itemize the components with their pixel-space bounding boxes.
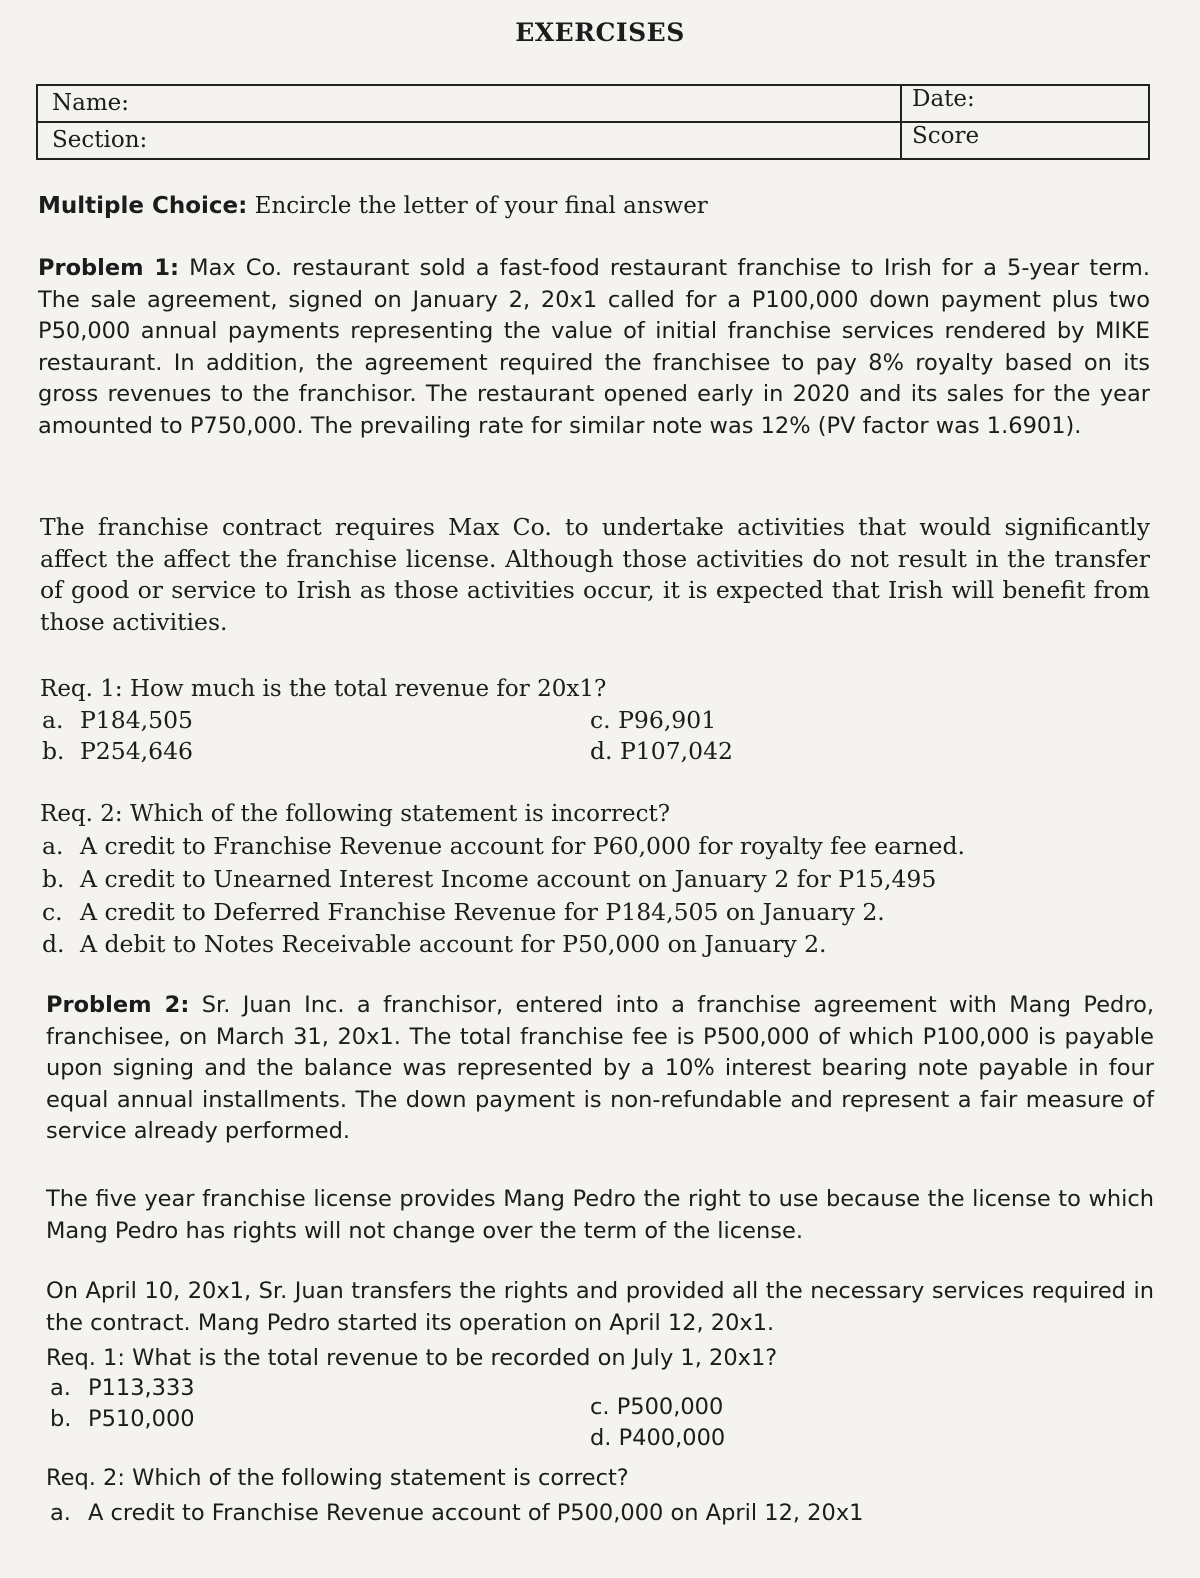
- instruction-label: Multiple Choice:: [38, 193, 248, 219]
- choice-item[interactable]: b. P510,000: [50, 1406, 195, 1432]
- problem2-paragraph2: The five year franchise license provides Mang Pedro the right to use because the license to which Mang Pedro has rights will not change over the term of the license.: [46, 1186, 1154, 1244]
- problem2-paragraph1: [46, 990, 1154, 1148]
- table-divider-horizontal: [38, 121, 1148, 123]
- choice-item[interactable]: b. P254,646: [42, 737, 193, 765]
- problem1-label: Problem 1:: [38, 255, 180, 281]
- choice-item[interactable]: d. P107,042: [590, 737, 733, 765]
- date-label: Date:: [912, 86, 975, 112]
- problem1-paragraph2: The franchise contract requires Max Co. to undertake activities that would significantly affect the affect the franchise license. Although those activities do not result in the transfer of good or service to Irish as those activities occur, it is expected that Irish will benefit from those activities.: [40, 513, 1150, 636]
- choice-item[interactable]: d. A debit to Notes Receivable account for P50,000 on January 2.: [42, 930, 827, 958]
- score-label: Score: [912, 123, 980, 149]
- choice-item[interactable]: c. P500,000: [590, 1394, 724, 1420]
- choice-item[interactable]: a. P113,333: [50, 1375, 195, 1401]
- table-divider-vertical: [900, 86, 902, 158]
- problem2-req2-question: Req. 2: Which of the following statement is correct?: [46, 1465, 629, 1491]
- section-label: Section:: [52, 127, 148, 153]
- problem2-paragraph3: On April 10, 20x1, Sr. Juan transfers the rights and provided all the necessary services required in the contract. Mang Pedro started its operation on April 12, 20x1.: [46, 1278, 1154, 1336]
- choice-item[interactable]: c. P96,901: [590, 706, 717, 734]
- problem2-label: Problem 2:: [46, 992, 190, 1018]
- problem2-req1-question: Req. 1: What is the total revenue to be recorded on July 1, 20x1?: [46, 1345, 778, 1371]
- problem2-text: Sr. Juan Inc. a franchisor, entered into a franchise agreement with Mang Pedro, franchisee, on March 31, 20x1. The total franchise fee is P500,000 of which P100,000 is payable upon signing and the balance was represented by a 10% interest bearing note payable in four equal annual installments. The down payment is non-refundable and represent a fair measure of service already performed.: [46, 992, 1154, 1144]
- choice-item[interactable]: a. A credit to Franchise Revenue account for P60,000 for royalty fee earned.: [42, 832, 965, 860]
- problem1-req1-question: Req. 1: How much is the total revenue for 20x1?: [40, 676, 607, 702]
- instruction-line: [38, 191, 708, 222]
- choice-item[interactable]: a. P184,505: [42, 706, 193, 734]
- choice-item[interactable]: b. A credit to Unearned Interest Income account on January 2 for P15,495: [42, 865, 937, 893]
- problem1-req2-question: Req. 2: Which of the following statement is incorrect?: [40, 801, 671, 827]
- student-info-table: [36, 84, 1150, 160]
- choice-item[interactable]: a. A credit to Franchise Revenue account of P500,000 on April 12, 20x1: [50, 1500, 864, 1526]
- instruction-text: Encircle the letter of your final answer: [247, 193, 708, 219]
- page-title: EXERCISES: [515, 18, 685, 47]
- problem1-paragraph1: [38, 253, 1150, 442]
- problem1-text: Max Co. restaurant sold a fast-food restaurant franchise to Irish for a 5-year term. The sale agreement, signed on January 2, 20x1 called for a P100,000 down payment plus two P50,000 annual payments representing the value of initial franchise services rendered by MIKE restaurant. In addition, the agreement required the franchisee to pay 8% royalty based on its gross revenues to the franchisor. The restaurant opened early in 2020 and its sales for the year amounted to P750,000. The prevailing rate for similar note was 12% (PV factor was 1.6901).: [38, 255, 1150, 439]
- choice-item[interactable]: c. A credit to Deferred Franchise Revenue for P184,505 on January 2.: [42, 898, 885, 926]
- choice-item[interactable]: d. P400,000: [590, 1425, 726, 1451]
- name-label: Name:: [52, 90, 130, 116]
